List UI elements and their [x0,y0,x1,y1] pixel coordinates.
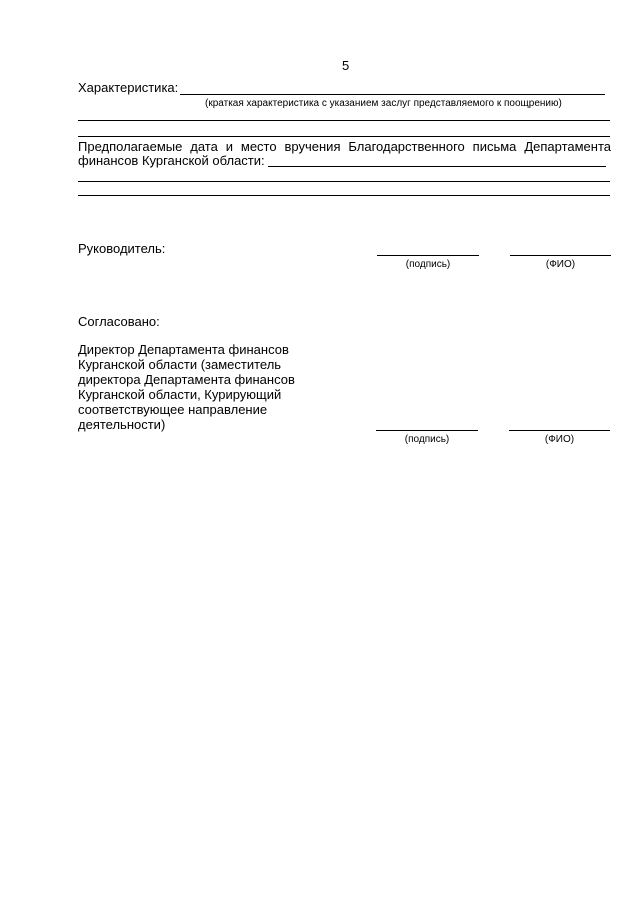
approval-position-line: Директор Департамента финансов [78,342,289,357]
characteristic-extra-line-1[interactable] [78,120,610,121]
characteristic-hint: (краткая характеристика с указанием заслуг представляемого к поощрению) [205,98,562,109]
page-number: 5 [342,58,350,73]
award-text-line-1: Предполагаемые дата и место вручения Благодарственного письма Департамента [78,139,611,154]
characteristic-field-line[interactable] [180,94,605,95]
award-extra-line-2[interactable] [78,195,610,196]
characteristic-label: Характеристика: [78,80,179,95]
award-field-line[interactable] [268,166,606,167]
approval-position-line: Курганской области (заместитель [78,357,282,372]
approval-position [78,342,318,432]
head-name-hint: (ФИО) [545,259,576,270]
head-name-line[interactable] [510,255,611,256]
approval-position-line: соответствующее направление [78,402,268,417]
award-extra-line-1[interactable] [78,181,610,182]
award-text-line-2: финансов Курганской области: [78,153,265,168]
approval-signature-hint: (подпись) [404,434,450,445]
head-label: Руководитель: [78,241,166,256]
approval-position-line: Курганской области, Курирующий [78,387,282,402]
approval-name-hint: (ФИО) [544,434,575,445]
head-signature-hint: (подпись) [405,259,451,270]
approval-position-line: деятельности) [78,417,166,432]
approval-name-line[interactable] [509,430,610,431]
approval-signature-line[interactable] [376,430,478,431]
approval-label: Согласовано: [78,314,160,329]
characteristic-extra-line-2[interactable] [78,136,610,137]
head-signature-line[interactable] [377,255,479,256]
approval-position-line: директора Департамента финансов [78,372,295,387]
